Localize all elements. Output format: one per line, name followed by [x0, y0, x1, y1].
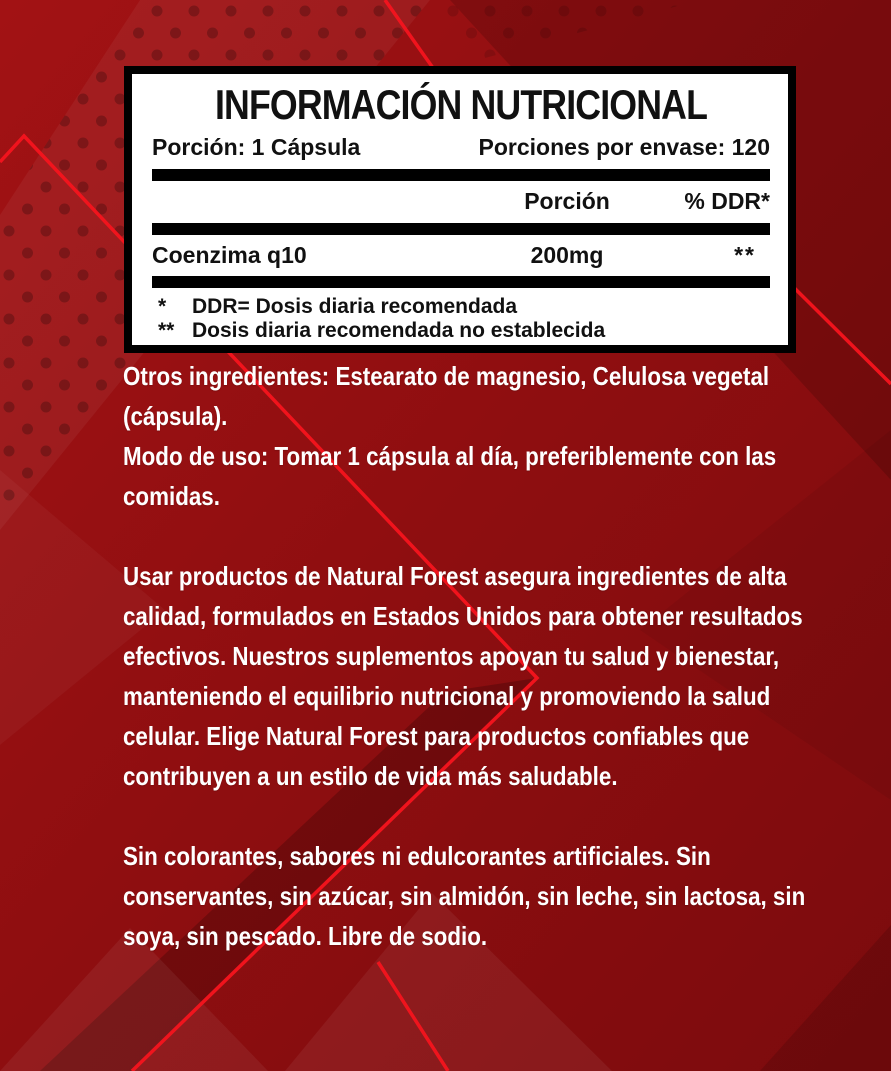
divider-bar: [152, 223, 770, 235]
text-line: (cápsula).: [123, 401, 228, 431]
nutrient-row: [152, 240, 770, 271]
label-body-text: [123, 356, 891, 956]
panel-title: INFORMACIÓN NUTRICIONAL: [214, 81, 708, 128]
text-line: celular. Elige Natural Forest para productos confiables que: [123, 721, 750, 751]
text-line: efectivos. Nuestros suplementos apoyan tu salud y bienestar,: [123, 641, 780, 671]
nutrient-amount: 200mg: [530, 242, 604, 268]
footnote-not-established: [158, 319, 770, 343]
text-line: Otros ingredientes: Estearato de magnesio, Celulosa vegetal: [123, 361, 770, 391]
text-line: soya, sin pescado. Libre de sodio.: [123, 921, 488, 951]
nutrient-dv: **: [734, 242, 756, 268]
text-line: contribuyen a un estilo de vida más saludable.: [123, 761, 618, 791]
column-header-row: [152, 186, 770, 217]
nutrition-facts-panel: [124, 66, 796, 353]
footnote-text: DDR= Dosis diaria recomendada: [192, 295, 518, 318]
footnote-text: Dosis diaria recomendada no establecida: [192, 319, 606, 342]
serving-row: [152, 134, 770, 160]
servings-per-container: Porciones por envase: 120: [478, 134, 770, 160]
text-line: Modo de uso: Tomar 1 cápsula al día, preferiblemente con las: [123, 441, 777, 471]
text-line: manteniendo el equilibrio nutricional y promoviendo la salud: [123, 681, 771, 711]
text-line: Sin colorantes, sabores ni edulcorantes artificiales. Sin: [123, 841, 711, 871]
column-header-amount: Porción: [524, 188, 610, 214]
footnotes: [152, 295, 770, 343]
divider-bar: [152, 276, 770, 288]
footnote-marker: *: [158, 295, 167, 318]
text-line: calidad, formulados en Estados Unidos para obtener resultados: [123, 601, 803, 631]
claims-paragraph: [123, 836, 891, 956]
text-line: comidas.: [123, 481, 220, 511]
ingredients-usage-paragraph: [123, 356, 891, 516]
nutrient-name: Coenzima q10: [152, 242, 307, 268]
brand-paragraph: [123, 556, 891, 796]
text-line: conservantes, sin azúcar, sin almidón, sin leche, sin lactosa, sin: [123, 881, 806, 911]
serving-size: Porción: 1 Cápsula: [152, 134, 361, 160]
footnote-ddr: [158, 295, 770, 319]
column-header-dv: % DDR*: [684, 188, 770, 214]
divider-bar: [152, 169, 770, 181]
footnote-marker: **: [158, 319, 175, 342]
text-line: Usar productos de Natural Forest asegura ingredientes de alta: [123, 561, 787, 591]
